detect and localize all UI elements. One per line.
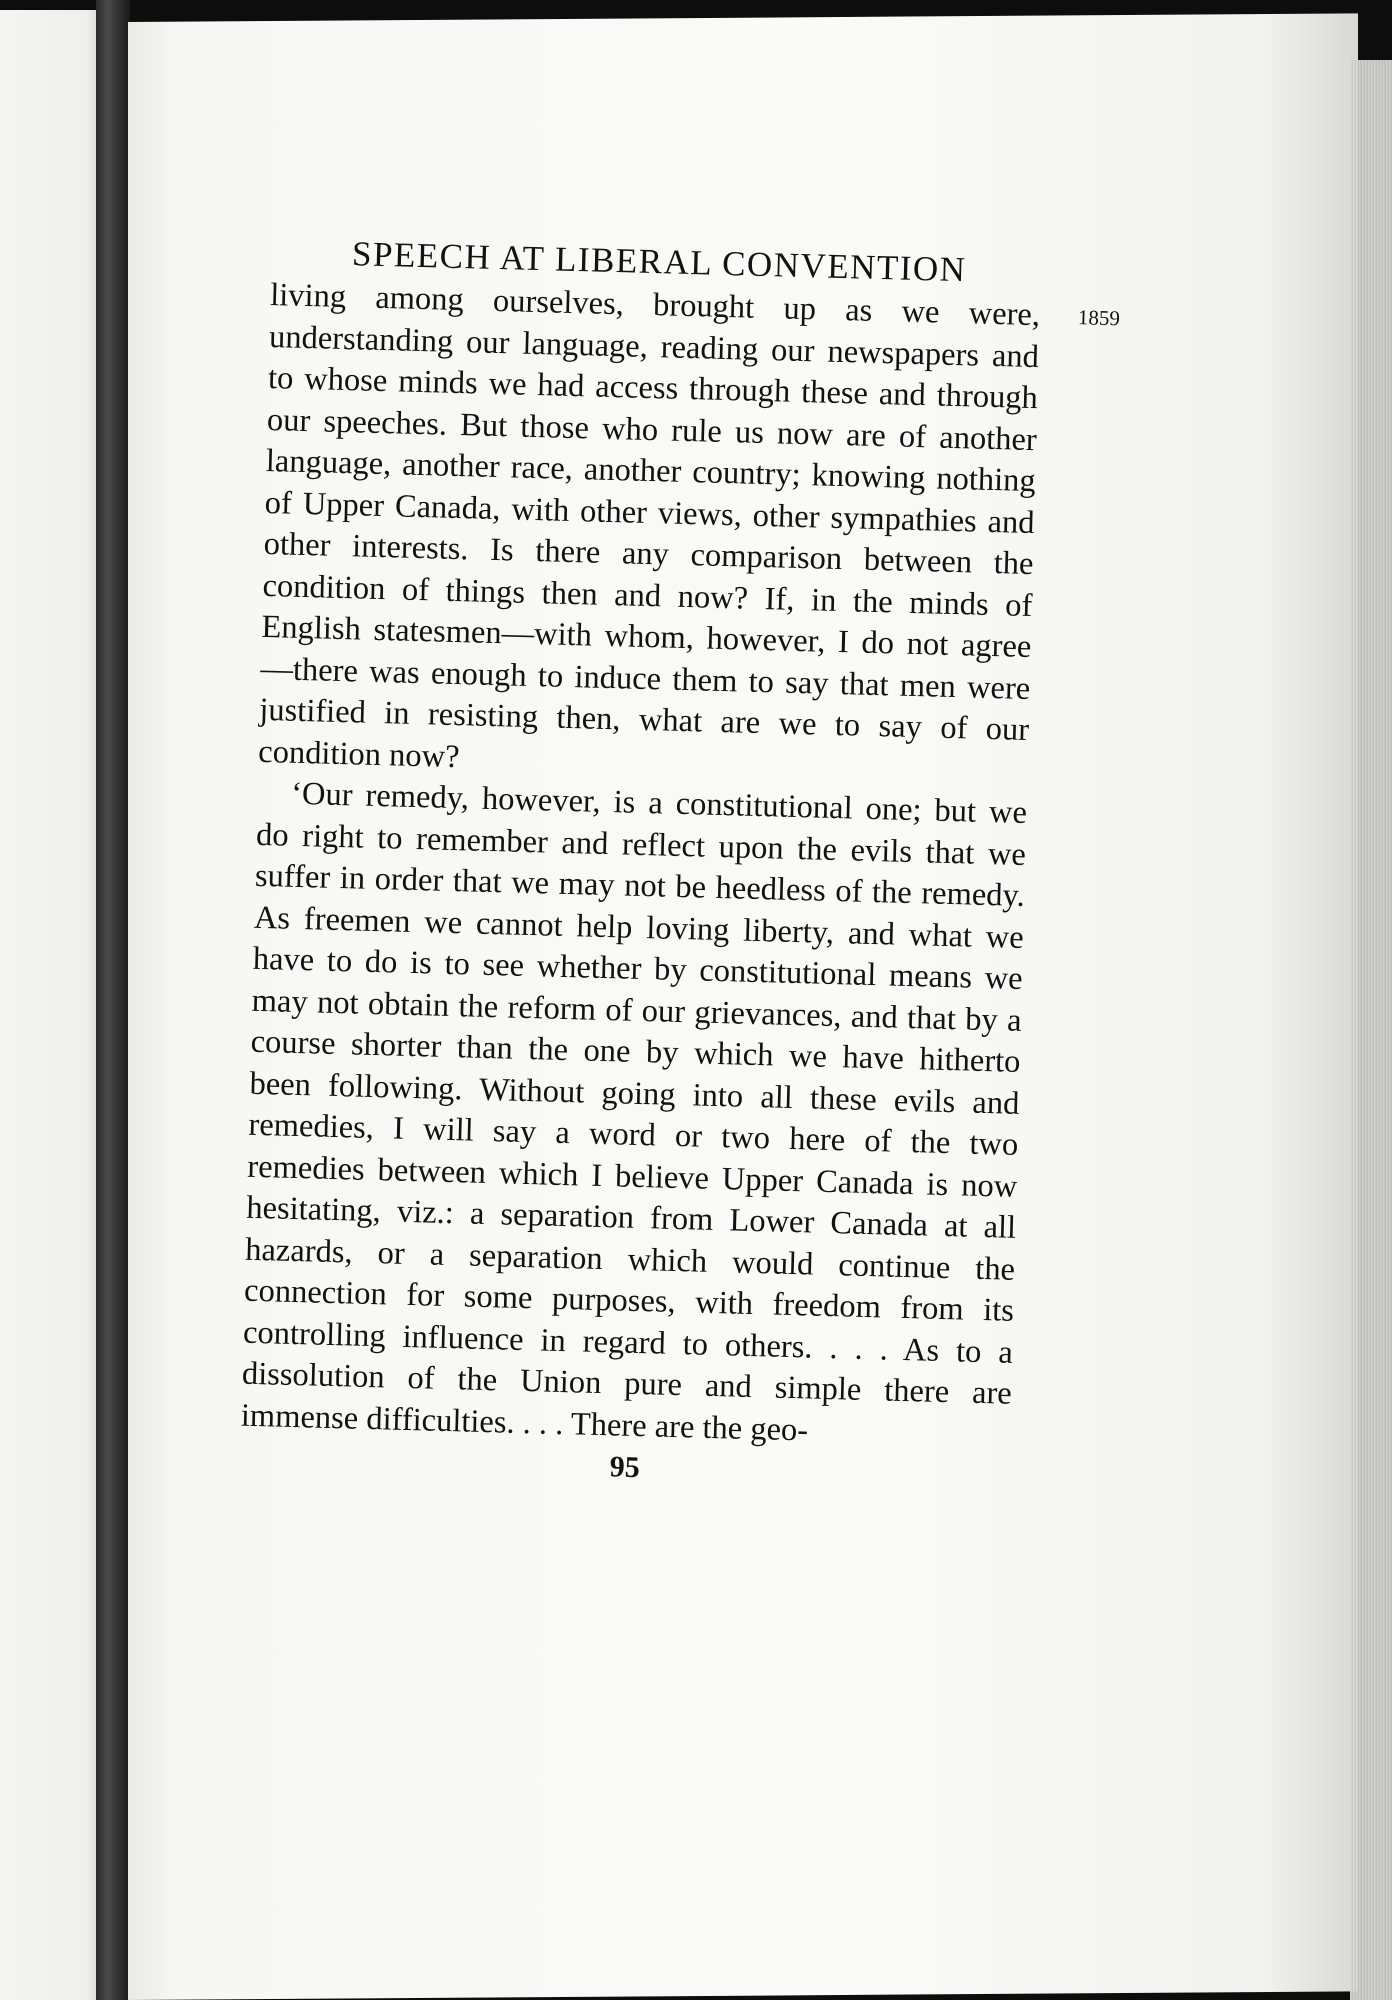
page-text-block xyxy=(199,228,1121,1495)
page-edges xyxy=(1350,60,1392,2000)
book-gutter xyxy=(96,0,130,2000)
paragraph-1: living among ourselves, brought up as we were, understanding our language, reading our newspapers and to whose minds we had access through these and through our speeches. But those who rule us now are of another language, another race, another country; knowing nothing of Upper Canada, with other views, other sympathies and other interests. Is there any comparison between the condition of things then and now? If, in the minds of English statesmen—with whom, however, I do not agree—there was enough to induce them to say that men were justified in resisting then, what are we to say of our condition now? xyxy=(257,277,1041,775)
left-page-edge xyxy=(0,10,108,2000)
paragraph-2: ‘Our remedy, however, is a constitutional one; but we do right to remember and reflect upon the evils that we suffer in order that we may not be heedless of the remedy. As freemen we cannot help loving liberty, and what we have to do is to see whether by constitutional means we may not obtain the reform of our grievances, and that by a course shorter than the one by which we have hitherto been following. Without going into all these evils and remedies, I will say a word or two here of the two remedies between which I believe Upper Canada is now hesitating, viz.: a separation from Lower Canada at all hazards, or a separation which would continue the connection for some purposes, with freedom from its controlling influence in regard to others. . . . As to a dissolution of the Union pure and simple there are immense difficulties. . . . There are the geo- xyxy=(240,775,1028,1448)
body-text xyxy=(240,275,1121,1457)
margin-year-note: 1859 xyxy=(1077,305,1121,331)
page-number: 95 xyxy=(609,1450,641,1485)
running-head: SPEECH AT LIBERAL CONVENTION xyxy=(351,234,967,290)
